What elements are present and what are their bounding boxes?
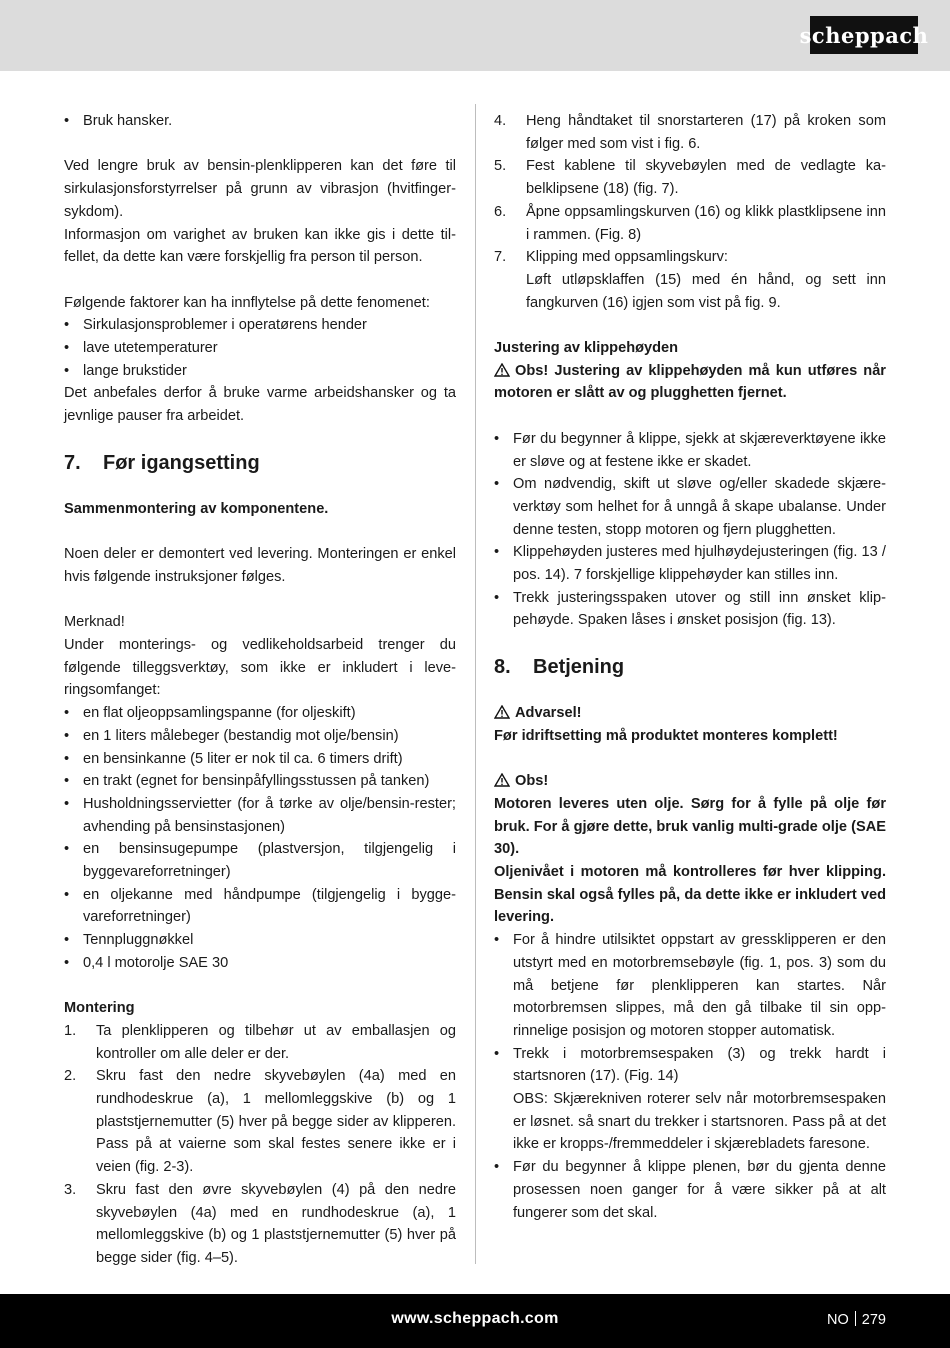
warning-2-label-text: Obs!: [515, 773, 549, 790]
section-number: 8.: [494, 656, 511, 679]
step-text: Fest kablene til skyvebøylen med de vedlagte kabelklipsene (18) (fig. 7).: [526, 158, 886, 198]
mounting-heading: Montering: [64, 1000, 135, 1017]
list-item: • Før du begynner å klippe plenen, bør du gjenta denne prosessen noen ganger for å være sikker på at alt fungerer som det skal.: [494, 1156, 886, 1224]
step-text: Klipping med oppsamlingskurv:: [526, 249, 728, 266]
step-7-instruction: Løft utløpsklaffen (15) med én hånd, og sett inn fangkurven (16) igjen som vist på fig. 9.: [526, 271, 886, 311]
page-number-value: 279: [861, 1312, 886, 1328]
right-column: [494, 110, 886, 1224]
list-item: • Om nødvendig, skift ut sløve og/eller skadede skjæreverktøy som helhet for å unngå å skape ubalanse. Under denne testen, stopp motoren og fjern plugghetten.: [494, 473, 886, 541]
list-item: • Før du begynner å klippe, sjekk at skjæreverktøyene ikke er sløve og at festene ikke er skadet.: [494, 428, 886, 473]
warning-triangle-icon: [494, 773, 510, 787]
list-item: • en bensinkanne (5 liter er nok til ca. 6 timers drift): [64, 748, 456, 771]
mounting-steps: [64, 1020, 456, 1270]
list-item: • 0,4 l motorolje SAE 30: [64, 952, 456, 975]
height-heading: Justering av klippehøyden: [494, 340, 679, 357]
step-number: 2.: [64, 1068, 77, 1085]
step-number: 6.: [494, 203, 507, 220]
mounting-steps-continued: [494, 110, 886, 269]
height-warning-text: Obs! Justering av klippehøyden må kun utføres når motoren er slått av og plugghetten fjernet.: [494, 362, 886, 402]
step-text: Heng håndtaket til snorstarteren (17) på kroken som følger med som vist i fig. 6.: [526, 113, 886, 152]
warning-triangle-icon: [494, 363, 510, 377]
warning-1-label: [494, 702, 886, 725]
height-warning: [494, 360, 886, 405]
factors-list: [64, 314, 456, 382]
duration-paragraph: Informasjon om varighet av bruken kan ikke gis i dette tilfellet, da dette kan være forskjellig fra person til person.: [64, 226, 456, 266]
list-item: [494, 155, 886, 200]
list-item: • lange brukstider: [64, 360, 456, 383]
column-divider: [475, 104, 476, 1264]
section-number: 7.: [64, 451, 81, 474]
gloves-list: [64, 110, 456, 133]
list-item: • Bruk hansker.: [64, 110, 456, 133]
factors-recommendation: Det anbefales derfor å bruke varme arbeidshansker og ta jevnlige pauser fra arbeidet.: [64, 385, 456, 425]
step-text: Skru fast den nedre skyvebøylen (4a) med en rundhodeskrue (a), 1 mellomleggskive (b) og 1 plaststjernemutter (5) hver på begge sider av klipperen. Pass på at vaierne som skal festes senere ikke er i veien (fig. 2-3).: [96, 1068, 456, 1176]
list-item: [64, 1065, 456, 1179]
list-item: [64, 1020, 456, 1065]
step-text: Skru fast den øvre skyvebøylen (4) på den nedre skyvebøylen (4a) med en rundhodeskrue (a), 1 mellomleggskive (b) og 1 plaststjernemutter (5) hver på begge sider (fig. 4–5).: [96, 1181, 456, 1266]
list-item: • lave utetemperaturer: [64, 337, 456, 360]
list-item: • Sirkulasjonsproblemer i operatørens hender: [64, 314, 456, 337]
list-item: • en oljekanne med håndpumpe (tilgjengelig i byggevareforretninger): [64, 884, 456, 929]
bullet-text: Trekk i motorbremsespaken (3) og trekk hardt i startsnoren (17). (Fig. 14): [513, 1045, 886, 1085]
warning-1-text: Før idriftsetting må produktet monteres komplett!: [494, 727, 838, 744]
note-paragraph: Under monterings- og vedlikeholdsarbeid trenger du følgende tilleggsverktøy, som ikke er inkludert i leveringsomfanget:: [64, 637, 456, 699]
assembly-paragraph: Noen deler er demontert ved levering. Monteringen er enkel hvis følgende instruksjoner følges.: [64, 546, 456, 585]
warning-triangle-icon: [494, 705, 510, 719]
list-item: [494, 110, 886, 155]
tools-list: [64, 702, 456, 974]
oil-check-text: Oljenivået i motoren må kontrolleres før hver klipping. Bensin skal også fylles på, da dette ikke er inkludert ved levering.: [494, 864, 886, 926]
list-item: • Tennpluggnøkkel: [64, 929, 456, 952]
list-item: [494, 1043, 886, 1157]
factors-intro: Følgende faktorer kan ha innflytelse på dette fenomenet:: [64, 294, 430, 311]
section-title: Før igangsetting: [103, 451, 260, 474]
list-item: [494, 246, 886, 269]
section-7-heading: [64, 439, 456, 487]
step-text: Ta plenklipperen og tilbehør ut av emballasjen og kontroller om alle deler er der.: [96, 1022, 456, 1062]
step-number: 1.: [64, 1022, 77, 1039]
scheppach-logo: scheppach: [810, 16, 918, 54]
note-label: Merknad!: [64, 614, 125, 631]
page-separator: [855, 1311, 856, 1326]
step-number: 5.: [494, 158, 507, 175]
vibration-paragraph: Ved lengre bruk av bensin-plenklipperen kan det føre til sirkulasjonsforstyrrelser på grunn av vibrasjon (hvitfinger-sykdom).: [64, 158, 456, 220]
list-item: • en trakt (egnet for bensinpåfyllingsstussen på tanken): [64, 770, 456, 793]
page-number: [827, 1311, 886, 1328]
list-item: • For å hindre utilsiktet oppstart av gressklipperen er den utstyrt med en motorbremsebøyle (fig. 1, pos. 3) som du må betjene før plenklipperen kan startes. Når motorbremsen slippes, må den gå tilbake til sin opprinnelige posisjon og motoren stopper automatisk.: [494, 929, 886, 1043]
header-bar: [0, 0, 950, 71]
step-number: 4.: [494, 113, 507, 129]
footer-bar: [0, 1294, 950, 1348]
step-number: 3.: [64, 1181, 77, 1198]
height-bullets: [494, 428, 886, 632]
list-item: • Husholdningsservietter (for å tørke av olje/bensin-rester; avhending på bensinstasjonen): [64, 793, 456, 838]
website-url: www.scheppach.com: [391, 1310, 559, 1327]
section-8-heading: [494, 643, 886, 691]
language-code: NO: [827, 1312, 849, 1328]
list-item: • Trekk justeringsspaken utover og still inn ønsket klippehøyde. Spaken låses i ønsket posisjon (fig. 13).: [494, 587, 886, 632]
left-column: [64, 110, 456, 1270]
warning-2-text: Motoren leveres uten olje. Sørg for å fylle på olje før bruk. For å gjøre dette, bruk vanlig multi-grade olje (SAE 30).: [494, 795, 886, 858]
list-item: • Klippehøyden justeres med hjulhøydejusteringen (fig. 13 / pos. 14). 7 forskjellige klippehøyder kan stilles inn.: [494, 541, 886, 586]
bullet-note: OBS: Skjærekniven roterer selv når motorbremsespaken er løsnet. så snart du trekker i startsnoren. Pass på at det ikke er kropps-/fremmeddeler i skjærebladets faresone.: [513, 1091, 886, 1153]
warning-2-label: [494, 770, 886, 793]
list-item: • en 1 liters målebeger (bestandig mot olje/bensin): [64, 725, 456, 748]
step-text: Åpne oppsamlingskurven (16) og klikk plastklipsene inn i rammen. (Fig. 8): [526, 203, 886, 243]
section-title: Betjening: [533, 656, 625, 679]
operation-bullets: [494, 929, 886, 1224]
list-item: [494, 201, 886, 246]
assembly-heading: Sammenmontering av komponentene.: [64, 500, 329, 517]
step-number: 7.: [494, 249, 507, 266]
list-item: • en flat oljeoppsamlingspanne (for oljeskift): [64, 702, 456, 725]
list-item: [64, 1179, 456, 1270]
list-item: • en bensinsugepumpe (plastversjon, tilgjengelig i byggevareforretninger): [64, 838, 456, 883]
warning-1-label-text: Advarsel!: [515, 705, 582, 722]
